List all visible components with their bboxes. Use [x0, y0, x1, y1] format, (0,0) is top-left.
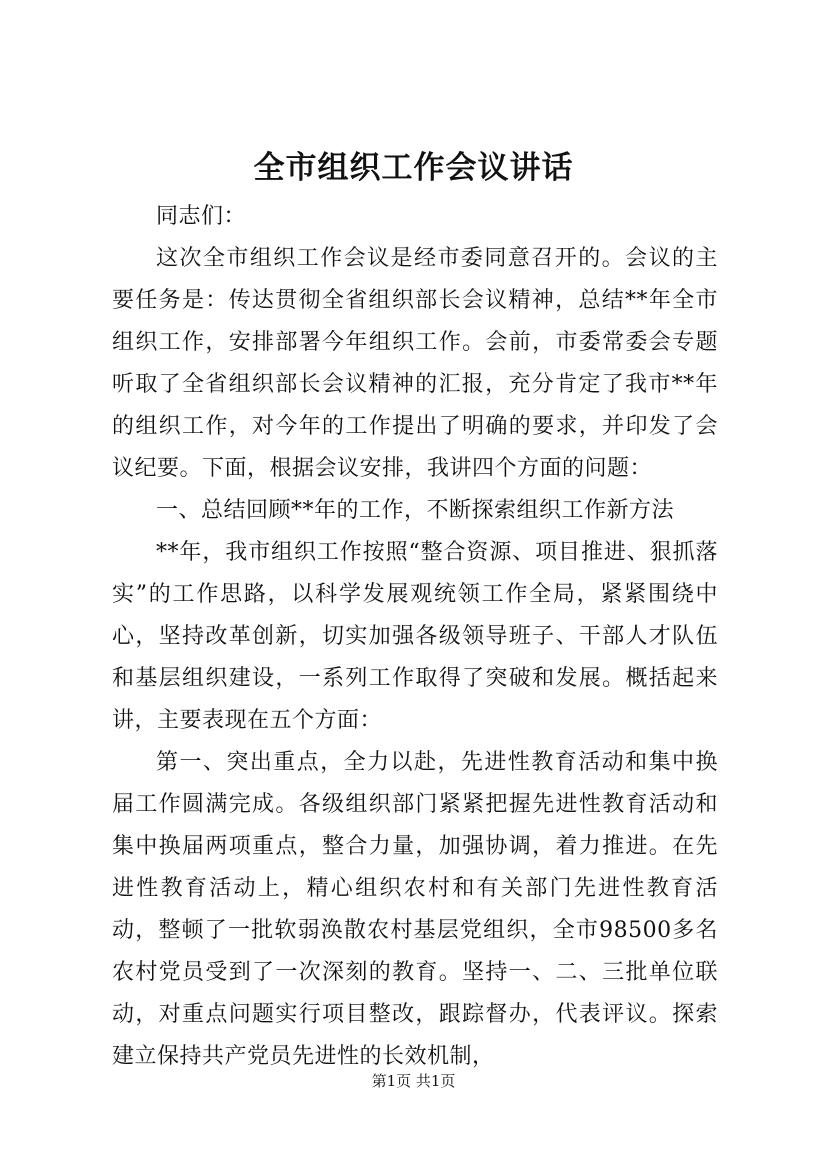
document-title: 全市组织工作会议讲话	[253, 150, 574, 186]
paragraph-greeting: 同志们：	[156, 204, 247, 229]
paragraph-point-one: 第一、突出重点，全力以赴，先进性教育活动和集中换届工作圆满完成。各级组织部门紧紧把握先进性教育活动和集中换届两项重点，整合力量，加强协调，着力推进。在先进性教育活动上，精心组织农村和有关部门先进性教育活动，整顿了一批软弱涣散农村基层党组织，全市98500多名农村党员受到了一次深刻的教育。坚持一、二、三批单位联动，对重点问题实行项目整改，跟踪督办，代表评议。探索建立保持共产党员先进性的长效机制，	[112, 750, 718, 1069]
page-footer: 第1页 共1页	[371, 1072, 456, 1090]
paragraph-summary: **年，我市组织工作按照“整合资源、项目推进、狠抓落实”的工作思路，以科学发展观统领工作全局，紧紧围绕中心，坚持改革创新，切实加强各级领导班子、干部人才队伍和基层组织建设，一系列工作取得了突破和发展。概括起来讲，主要表现在五个方面：	[112, 540, 718, 733]
section-heading: 一、总结回顾**年的工作，不断探索组织工作新方法	[156, 498, 675, 523]
paragraph-intro: 这次全市组织工作会议是经市委同意召开的。会议的主要任务是：传达贯彻全省组织部长会议精神，总结**年全市组织工作，安排部署今年组织工作。会前，市委常委会专题听取了全省组织部长会议精神的汇报，充分肯定了我市**年的组织工作，对今年的工作提出了明确的要求，并印发了会议纪要。下面，根据会议安排，我讲四个方面的问题：	[112, 246, 718, 481]
document-body	[112, 196, 718, 1078]
